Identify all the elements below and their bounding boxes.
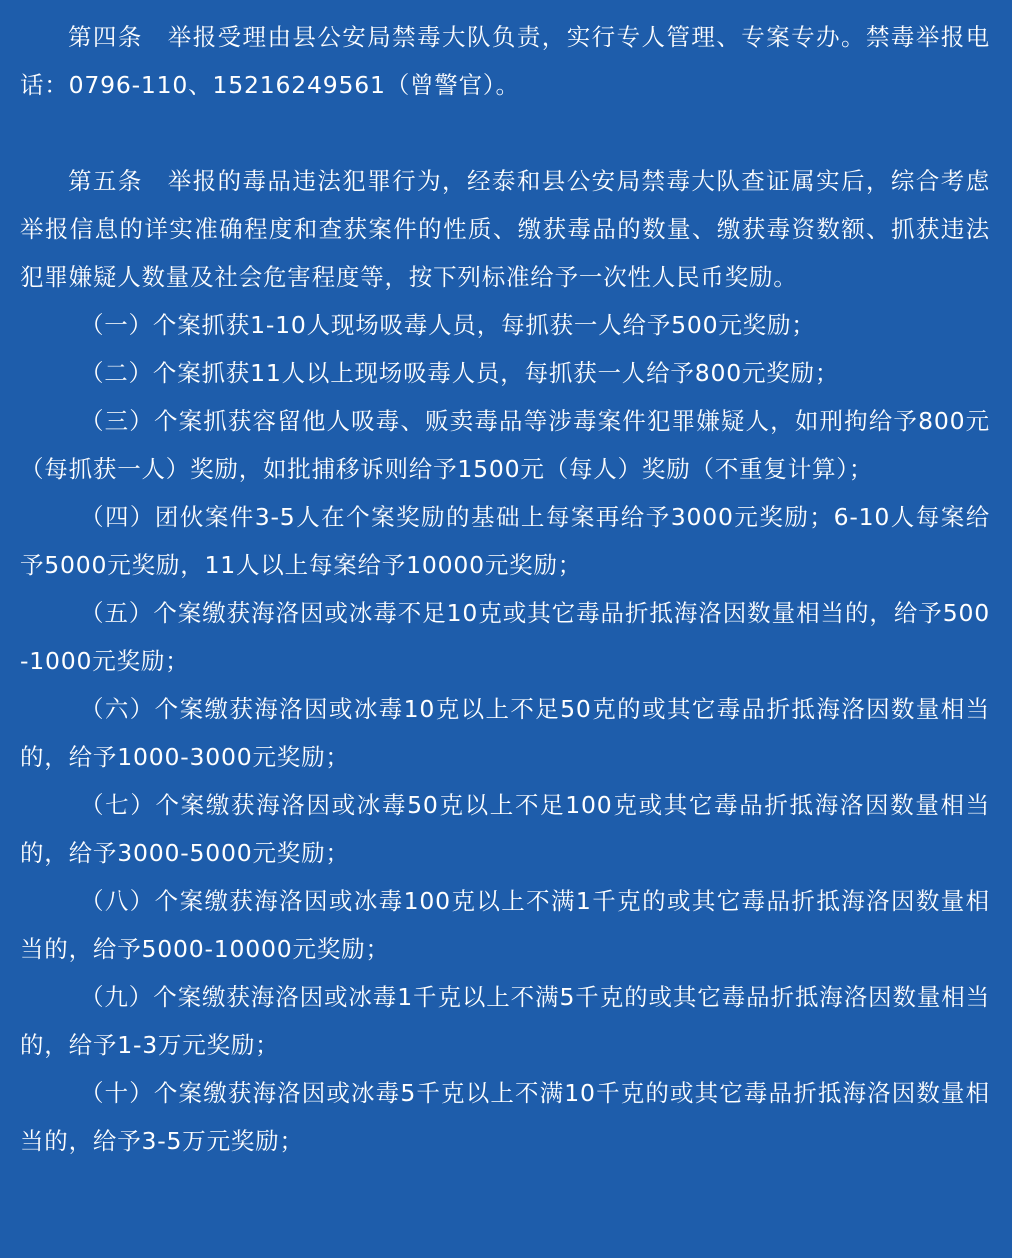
reward-item-5: （五）个案缴获海洛因或冰毒不足10克或其它毒品折抵海洛因数量相当的，给予500-1000元奖励； [20, 599, 990, 675]
reward-item-2: （二）个案抓获11人以上现场吸毒人员，每抓获一人给予800元奖励； [80, 359, 840, 387]
reward-item-7: （七）个案缴获海洛因或冰毒50克以上不足100克或其它毒品折抵海洛因数量相当的，给予3000-5000元奖励； [20, 791, 990, 867]
article-4-paragraph: 第四条 举报受理由县公安局禁毒大队负责，实行专人管理、专案专办。禁毒举报电话：0796-110、15216249561（曾警官）。 [20, 23, 990, 99]
paragraph-spacer [20, 109, 990, 157]
reward-item-1: （一）个案抓获1-10人现场吸毒人员，每抓获一人给予500元奖励； [80, 311, 816, 339]
reward-item-6: （六）个案缴获海洛因或冰毒10克以上不足50克的或其它毒品折抵海洛因数量相当的，给予1000-3000元奖励； [20, 695, 990, 771]
reward-item-4: （四）团伙案件3-5人在个案奖励的基础上每案再给予3000元奖励；6-10人每案给予5000元奖励，11人以上每案给予10000元奖励； [20, 503, 990, 579]
reward-item-10: （十）个案缴获海洛因或冰毒5千克以上不满10千克的或其它毒品折抵海洛因数量相当的，给予3-5万元奖励； [20, 1079, 990, 1155]
reward-item-3: （三）个案抓获容留他人吸毒、贩卖毒品等涉毒案件犯罪嫌疑人，如刑拘给予800元（每抓获一人）奖励，如批捕移诉则给予1500元（每人）奖励（不重复计算）； [20, 407, 990, 483]
reward-item-8: （八）个案缴获海洛因或冰毒100克以上不满1千克的或其它毒品折抵海洛因数量相当的，给予5000-10000元奖励； [20, 887, 990, 963]
article-5-paragraph: 第五条 举报的毒品违法犯罪行为，经泰和县公安局禁毒大队查证属实后，综合考虑举报信息的详实准确程度和查获案件的性质、缴获毒品的数量、缴获毒资数额、抓获违法犯罪嫌疑人数量及社会危害程度等，按下列标准给予一次性人民币奖励。 [20, 167, 990, 291]
reward-item-9: （九）个案缴获海洛因或冰毒1千克以上不满5千克的或其它毒品折抵海洛因数量相当的，给予1-3万元奖励； [20, 983, 990, 1059]
